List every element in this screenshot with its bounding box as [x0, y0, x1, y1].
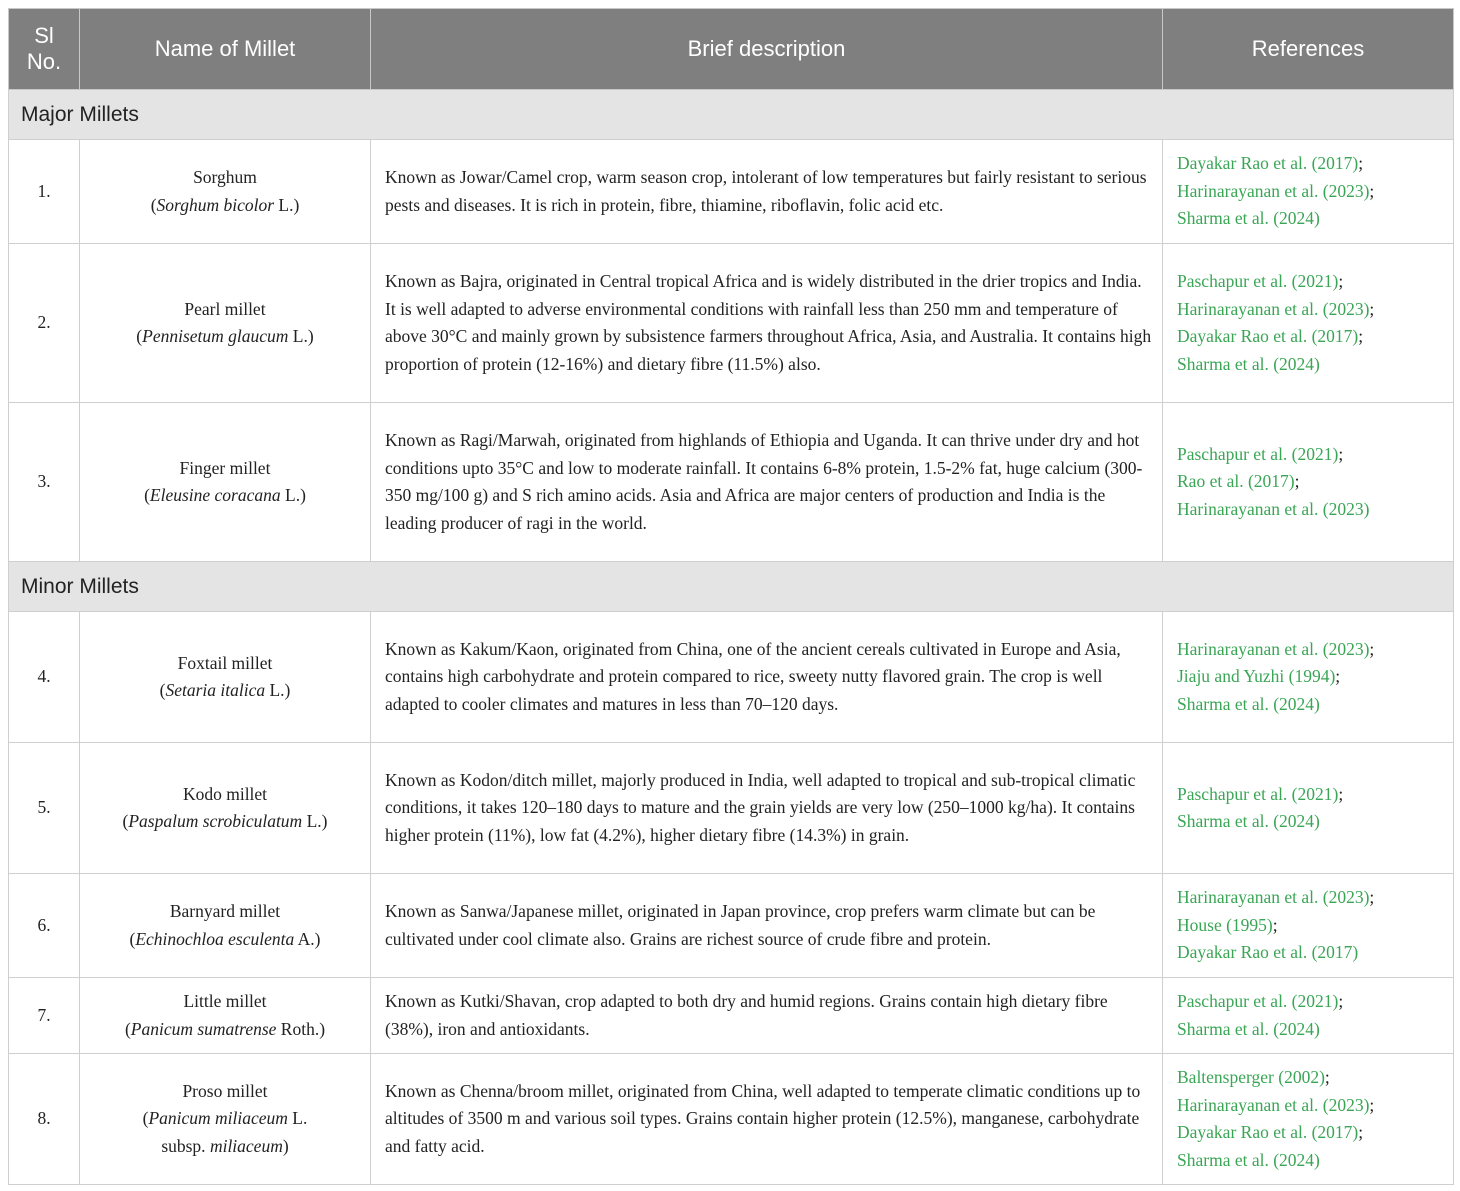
references-cell	[1163, 1054, 1454, 1185]
references-cell	[1163, 140, 1454, 244]
millet-name-cell	[80, 140, 371, 244]
millet-name-cell	[80, 244, 371, 403]
common-name: Foxtail millet	[177, 652, 273, 673]
references-cell	[1163, 244, 1454, 403]
reference-line	[1177, 468, 1449, 496]
scientific-name: Panicum sumatrense	[130, 1018, 277, 1039]
description: Known as Ragi/Marwah, originated from highlands of Ethiopia and Uganda. It can thrive under dry and hot conditions upto 35°C and low to moderate rainfall. It contains 6-8% protein, 1.5-2% fat, huge calcium (300-350 mg/100 g) and S rich amino acids. Asia and Africa are major centers of production and India is the leading producer of ragi in the world.	[371, 403, 1163, 562]
common-name: Pearl millet	[184, 298, 266, 319]
reference-link[interactable]: Sharma et al. (2024)	[1177, 693, 1320, 714]
reference-link[interactable]: Dayakar Rao et al. (2017)	[1177, 1122, 1359, 1142]
reference-line	[1177, 691, 1449, 719]
serial-number: 8.	[9, 1054, 80, 1185]
sci-subsp-prefix: subsp.	[161, 1135, 210, 1156]
header-sl-no-label: Sl No.	[26, 22, 62, 74]
reference-link[interactable]: Harinarayanan et al. (2023)	[1177, 1094, 1370, 1115]
sci-suffix: L.	[287, 1108, 308, 1129]
section-row	[9, 90, 1454, 140]
table-row	[9, 244, 1454, 403]
sci-prefix: (	[142, 1108, 149, 1129]
reference-link[interactable]: Harinarayanan et al. (2023)	[1177, 180, 1370, 201]
reference-link[interactable]: Dayakar Rao et al. (2017)	[1177, 153, 1359, 174]
millet-name-cell	[80, 403, 371, 562]
serial-number: 6.	[9, 874, 80, 978]
reference-link[interactable]: Paschapur et al. (2021)	[1177, 443, 1339, 464]
reference-link[interactable]: Sharma et al. (2024)	[1177, 208, 1320, 229]
serial-number: 7.	[9, 978, 80, 1054]
reference-line	[1177, 441, 1449, 469]
common-name: Little millet	[183, 991, 267, 1011]
reference-separator: ;	[1338, 443, 1344, 464]
reference-line	[1177, 781, 1449, 809]
description: Known as Kodon/ditch millet, majorly produced in India, well adapted to tropical and sub-tropical climatic conditions, it takes 120–180 days to mature and the grain yields are very low (250–1000 kg/ha). It contains higher protein (11%), low fat (4.2%), higher dietary fibre (14.3%) in grain.	[371, 743, 1163, 874]
description: Known as Jowar/Camel crop, warm season crop, intolerant of low temperatures but fairly resistant to serious pests and diseases. It is rich in protein, fibre, thiamine, riboflavin, folic acid etc.	[371, 140, 1163, 244]
reference-line	[1177, 1119, 1449, 1147]
reference-line	[1177, 1064, 1449, 1092]
reference-link[interactable]: Sharma et al. (2024)	[1177, 1018, 1320, 1039]
reference-link[interactable]: Jiaju and Yuzhi (1994)	[1177, 666, 1336, 687]
references-cell	[1163, 403, 1454, 562]
table-row	[9, 978, 1454, 1054]
serial-number: 3.	[9, 403, 80, 562]
reference-link[interactable]: Harinarayanan et al. (2023)	[1177, 298, 1370, 319]
table-row	[9, 403, 1454, 562]
scientific-name: Setaria italica	[165, 680, 266, 700]
reference-separator: ;	[1369, 180, 1375, 201]
reference-separator: ;	[1369, 298, 1375, 319]
reference-line	[1177, 296, 1449, 324]
reference-link[interactable]: Sharma et al. (2024)	[1177, 1149, 1320, 1170]
description: Known as Bajra, originated in Central tropical Africa and is widely distributed in the drier tropics and India. It is well adapted to adverse environmental conditions with rainfall less than 250 mm and temperature of above 30°C and mainly grown by subsistence farmers throughout Africa, Asia, and Australia. It contains high proportion of protein (12-16%) and dietary fibre (11.5%) also.	[371, 244, 1163, 403]
reference-line	[1177, 205, 1449, 233]
reference-line	[1177, 884, 1449, 912]
sci-prefix: (	[159, 680, 166, 700]
table-row	[9, 612, 1454, 743]
header-description: Brief description	[371, 9, 1163, 90]
table-row	[9, 140, 1454, 244]
reference-separator: ;	[1369, 887, 1375, 908]
reference-separator: ;	[1338, 783, 1344, 804]
reference-line	[1177, 1147, 1449, 1175]
description: Known as Kakum/Kaon, originated from China, one of the ancient cereals cultivated in Europe and Asia, contains high carbohydrate and protein compared to rice, sweety nutty flavored grain. The crop is well adapted to cooler climates and matures in less than 70–120 days.	[371, 612, 1163, 743]
reference-link[interactable]: Sharma et al. (2024)	[1177, 353, 1320, 374]
sci-subsp-name: miliaceum	[209, 1135, 283, 1156]
reference-separator: ;	[1338, 271, 1344, 291]
common-name: Proso millet	[182, 1080, 268, 1101]
header-name: Name of Millet	[80, 9, 371, 90]
references-cell	[1163, 978, 1454, 1054]
sci-suffix: L.)	[265, 680, 291, 700]
reference-line	[1177, 150, 1449, 178]
section-title: Major Millets	[9, 90, 1454, 140]
section-title: Minor Millets	[9, 562, 1454, 612]
reference-separator: ;	[1369, 638, 1375, 659]
reference-line	[1177, 808, 1449, 836]
millet-name-cell	[80, 743, 371, 874]
reference-line	[1177, 351, 1449, 379]
reference-separator: ;	[1358, 1122, 1364, 1142]
sci-prefix: (	[129, 928, 136, 949]
reference-link[interactable]: House (1995)	[1177, 914, 1273, 935]
reference-separator: ;	[1272, 914, 1278, 935]
references-cell	[1163, 743, 1454, 874]
sci-suffix: L.)	[302, 811, 328, 831]
reference-link[interactable]: Paschapur et al. (2021)	[1177, 271, 1339, 291]
reference-line	[1177, 988, 1449, 1016]
reference-separator: ;	[1294, 471, 1300, 492]
sci-suffix: L.)	[274, 194, 300, 215]
table-row	[9, 743, 1454, 874]
reference-line	[1177, 323, 1449, 351]
serial-number: 1.	[9, 140, 80, 244]
common-name: Kodo millet	[182, 783, 268, 804]
common-name: Finger millet	[179, 457, 271, 478]
reference-separator: ;	[1335, 666, 1341, 687]
sci-subsp-suffix: )	[282, 1135, 289, 1156]
reference-line	[1177, 1092, 1449, 1120]
sci-prefix: (	[122, 811, 129, 831]
references-cell	[1163, 874, 1454, 978]
reference-line	[1177, 178, 1449, 206]
description: Known as Chenna/broom millet, originated from China, well adapted to temperate climatic conditions up to altitudes of 3500 m and various soil types. Grains contain higher protein (12.5%), manganese, carbohydrate and fatty acid.	[371, 1054, 1163, 1185]
references-cell	[1163, 612, 1454, 743]
reference-line	[1177, 912, 1449, 940]
reference-separator: ;	[1338, 991, 1344, 1011]
scientific-name: Echinochloa esculenta	[135, 928, 295, 949]
sci-suffix: Roth.)	[276, 1018, 326, 1039]
common-name: Barnyard millet	[169, 901, 281, 921]
section-row	[9, 562, 1454, 612]
scientific-name: Panicum miliaceum	[148, 1108, 288, 1129]
reference-separator: ;	[1358, 153, 1364, 174]
sci-suffix: L.)	[280, 485, 306, 505]
table-body	[9, 90, 1454, 1185]
reference-line	[1177, 1016, 1449, 1044]
sci-prefix: (	[124, 1018, 131, 1039]
reference-link[interactable]: Rao et al. (2017)	[1177, 471, 1295, 492]
reference-line	[1177, 268, 1449, 296]
reference-line	[1177, 939, 1449, 967]
millet-name-cell	[80, 612, 371, 743]
sci-prefix: (	[136, 326, 143, 346]
scientific-name: Pennisetum glaucum	[142, 326, 289, 346]
reference-link[interactable]: Paschapur et al. (2021)	[1177, 783, 1339, 804]
reference-link[interactable]: Paschapur et al. (2021)	[1177, 991, 1339, 1011]
millet-name-cell	[80, 874, 371, 978]
sci-suffix: A.)	[294, 928, 321, 949]
serial-number: 5.	[9, 743, 80, 874]
description: Known as Sanwa/Japanese millet, originated in Japan province, crop prefers warm climate but can be cultivated under cool climate also. Grains are richest source of crude fibre and protein.	[371, 874, 1163, 978]
reference-link[interactable]: Baltensperger (2002)	[1177, 1067, 1325, 1087]
sci-prefix: (	[150, 194, 157, 215]
reference-link[interactable]: Harinarayanan et al. (2023)	[1177, 887, 1370, 908]
reference-link[interactable]: Harinarayanan et al. (2023)	[1177, 498, 1370, 519]
reference-link[interactable]: Dayakar Rao et al. (2017)	[1177, 326, 1359, 346]
description: Known as Kutki/Shavan, crop adapted to both dry and humid regions. Grains contain high dietary fibre (38%), iron and antioxidants.	[371, 978, 1163, 1054]
serial-number: 2.	[9, 244, 80, 403]
header-row	[9, 9, 1454, 90]
scientific-name: Eleusine coracana	[149, 485, 281, 505]
reference-line	[1177, 636, 1449, 664]
millet-name-cell	[80, 1054, 371, 1185]
header-references: References	[1163, 9, 1454, 90]
common-name: Sorghum	[193, 167, 257, 187]
table-row	[9, 1054, 1454, 1185]
serial-number: 4.	[9, 612, 80, 743]
sci-suffix: L.)	[288, 326, 314, 346]
reference-line	[1177, 496, 1449, 524]
reference-link[interactable]: Sharma et al. (2024)	[1177, 811, 1320, 831]
reference-link[interactable]: Harinarayanan et al. (2023)	[1177, 638, 1370, 659]
table-row	[9, 874, 1454, 978]
millet-name-cell	[80, 978, 371, 1054]
reference-separator: ;	[1358, 326, 1364, 346]
reference-line	[1177, 663, 1449, 691]
reference-link[interactable]: Dayakar Rao et al. (2017)	[1177, 942, 1359, 963]
scientific-name: Paspalum scrobiculatum	[128, 811, 303, 831]
header-sl-no	[9, 9, 80, 90]
millet-table	[8, 8, 1454, 1185]
scientific-name: Sorghum bicolor	[156, 194, 275, 215]
sci-prefix: (	[144, 485, 150, 505]
reference-separator: ;	[1369, 1094, 1375, 1115]
reference-separator: ;	[1324, 1067, 1330, 1087]
